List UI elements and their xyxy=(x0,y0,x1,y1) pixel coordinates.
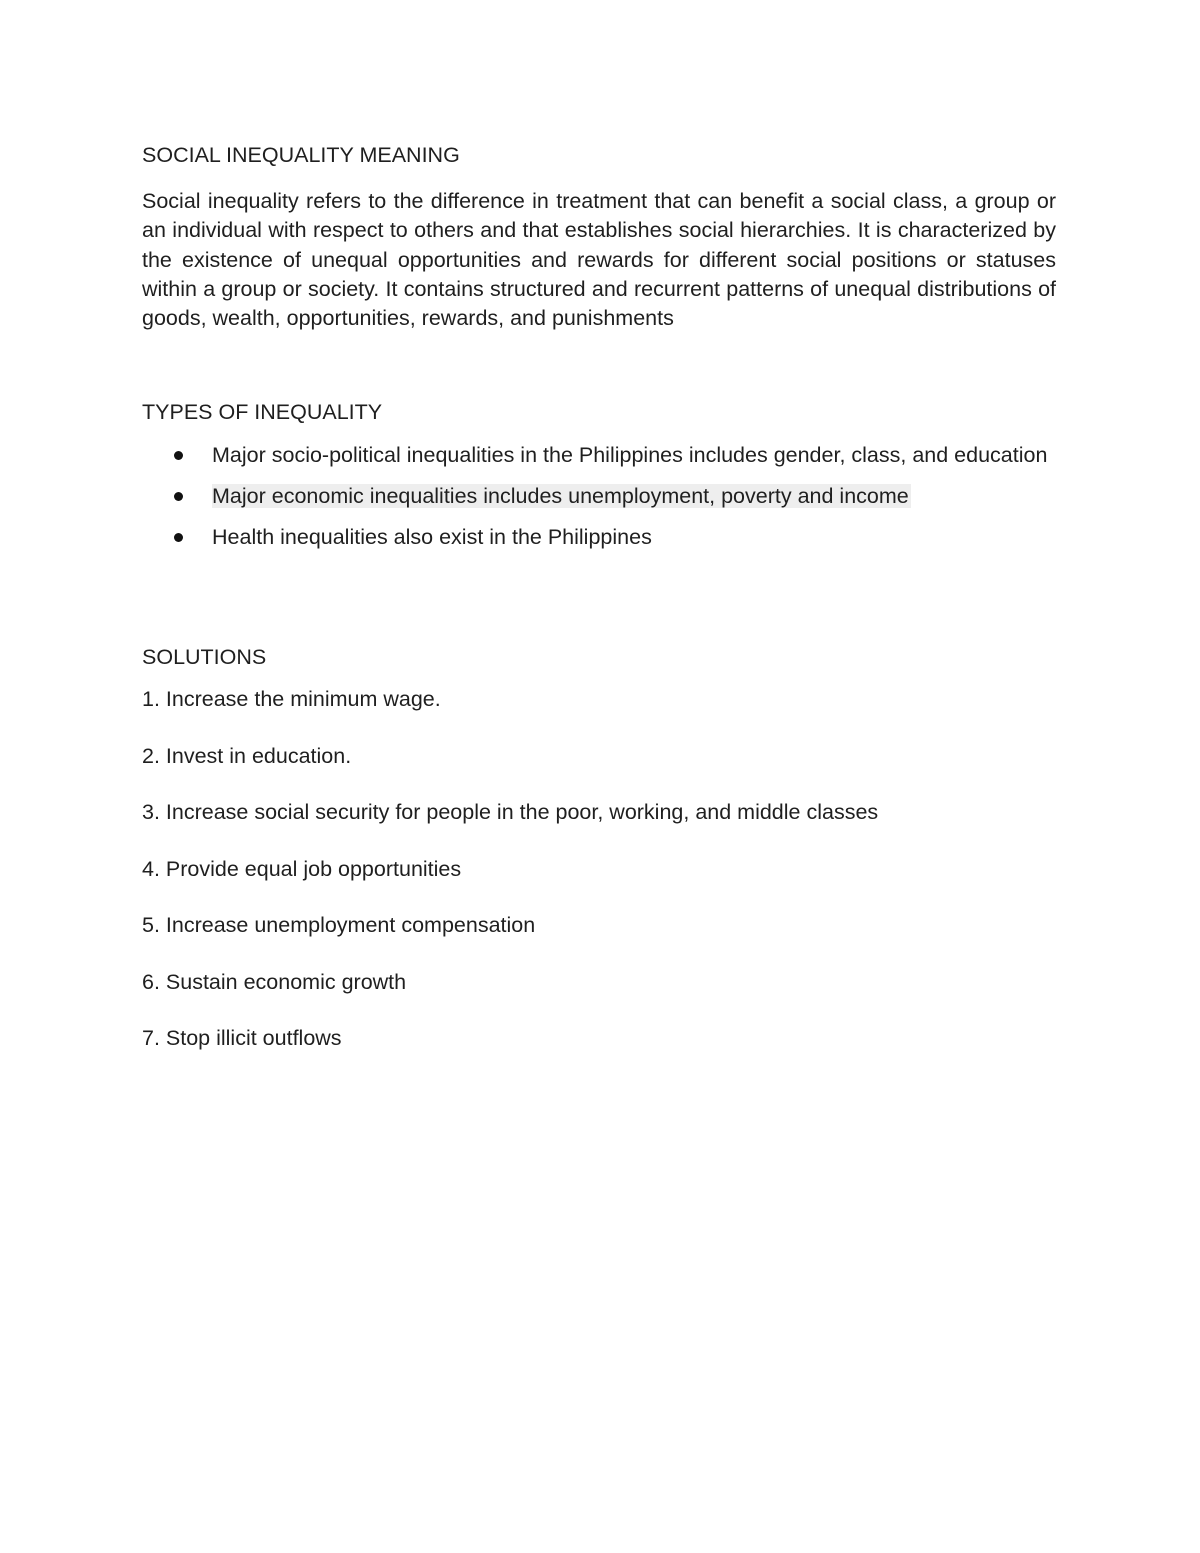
meaning-section xyxy=(142,140,1056,333)
list-item xyxy=(212,517,1056,558)
meaning-paragraph: Social inequality refers to the difference in treatment that can benefit a social class, a group or an individual with respect to others and that establishes social hierarchies. It is characterized by the existence of unequal opportunities and rewards for different social positions or statuses within a group or society. It contains structured and recurrent patterns of unequal distributions of goods, wealth, opportunities, rewards, and punishments xyxy=(142,189,1056,331)
types-heading: TYPES OF INEQUALITY xyxy=(142,400,383,425)
solution-item: 3. Increase social security for people in the poor, working, and middle classes xyxy=(142,800,879,825)
bullet-icon xyxy=(174,492,183,501)
types-section xyxy=(142,397,1056,558)
list-item xyxy=(212,435,1056,476)
bullet-icon xyxy=(174,451,183,460)
solution-item: 1. Increase the minimum wage. xyxy=(142,687,441,712)
solution-item: 6. Sustain economic growth xyxy=(142,969,407,994)
meaning-heading: SOCIAL INEQUALITY MEANING xyxy=(142,143,460,167)
list-item xyxy=(212,476,1056,517)
list-item-text: Major economic inequalities includes unemployment, poverty and income xyxy=(212,484,909,509)
list-item-text: Major socio-political inequalities in the Philippines includes gender, class, and education xyxy=(212,443,1048,468)
solution-item: 2. Invest in education. xyxy=(142,743,352,768)
solutions-section xyxy=(142,642,1056,1053)
solution-item: 7. Stop illicit outflows xyxy=(142,1026,342,1051)
solutions-list xyxy=(142,684,1056,1053)
solutions-heading: SOLUTIONS xyxy=(142,645,267,670)
document-page xyxy=(142,140,1056,1053)
bullet-icon xyxy=(174,533,183,542)
solution-item: 4. Provide equal job opportunities xyxy=(142,856,462,881)
types-list xyxy=(142,435,1056,558)
list-item-text: Health inequalities also exist in the Philippines xyxy=(212,525,652,550)
solution-item: 5. Increase unemployment compensation xyxy=(142,913,536,938)
